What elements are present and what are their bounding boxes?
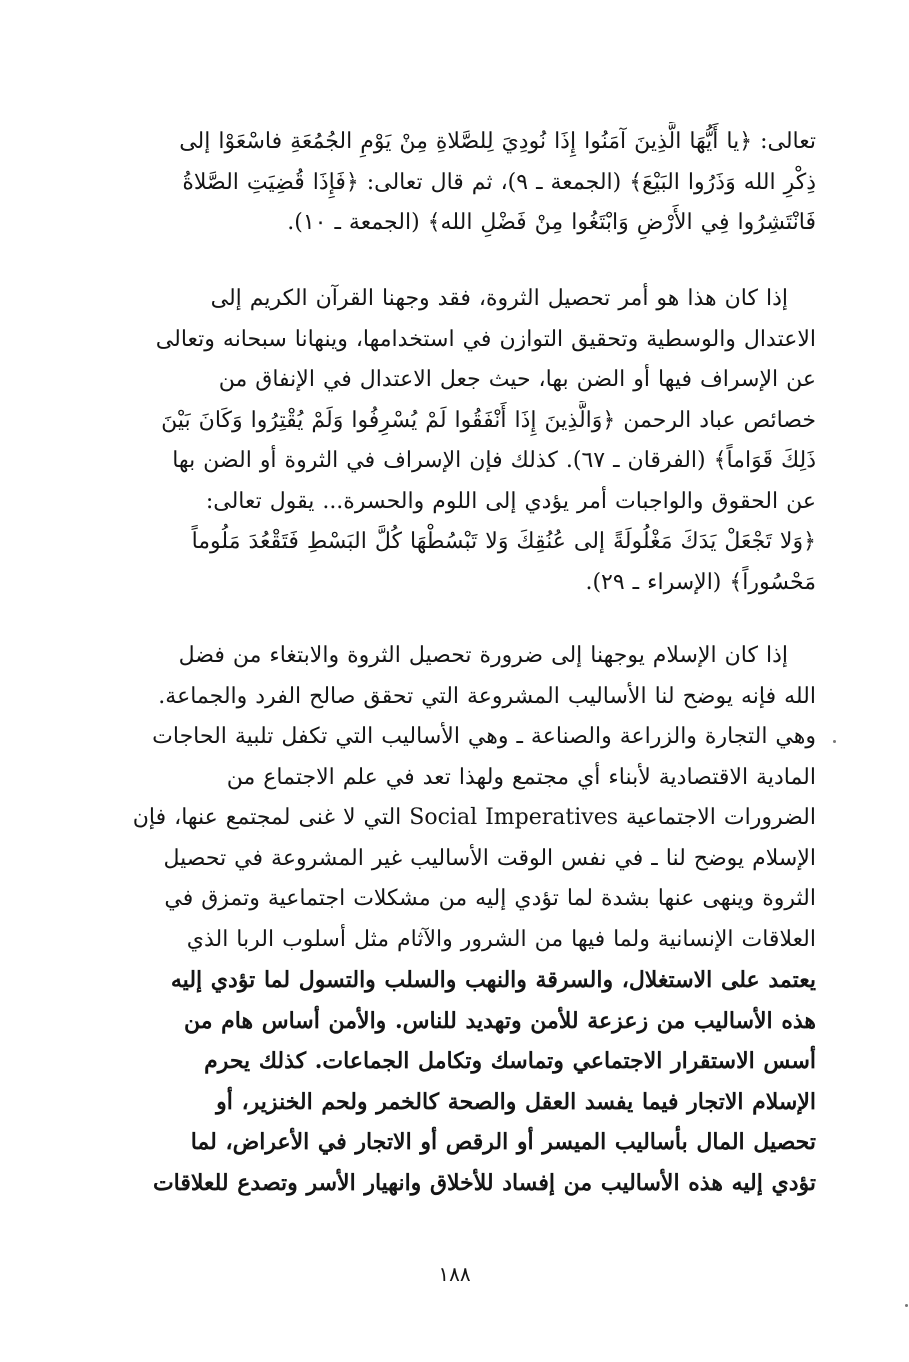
text-line: خصائص عباد الرحمن ﴿وَالَّذِينَ إِذَا أَنْفَقُوا لَمْ يُسْرِفُوا وَلَمْ يُقْتِرُوا وَكَانَ بَيْنَ xyxy=(161,407,816,433)
text-line: ﴿وَلا تَجْعَلْ يَدَكَ مَغْلُولَةً إلى عُنُقِكَ وَلا تَبْسُطْهَا كُلَّ البَسْطِ فَتَقْعُدَ مَلُوماً xyxy=(191,529,816,554)
text-line: تحصيل المال بأساليب الميسر أو الرقص أو الاتجار في الأعراض، لما xyxy=(190,1129,816,1155)
scan-speck xyxy=(905,1304,908,1307)
text-line: وهي التجارة والزراعة والصناعة ـ وهي الأساليب التي تكفل تلبية الحاجات xyxy=(152,724,816,749)
text-line: الاعتدال والوسطية وتحقيق التوازن في استخدامها، وينهانا سبحانه وتعالى xyxy=(155,326,816,352)
text-line: مَحْسُوراً﴾ (الإسراء ـ ٢٩). xyxy=(585,569,816,595)
text-line: أسس الاستقرار الاجتماعي وتماسك وتكامل الجماعات. كذلك يحرم xyxy=(204,1048,816,1074)
paragraph-moderation xyxy=(104,279,816,603)
text-line: الضرورات الاجتماعية Social Imperatives التي لا غنى لمجتمع عنها، فإن xyxy=(132,805,816,830)
text-line: الله فإنه يوضح لنا الأساليب المشروعة التي تحقق صالح الفرد والجماعة. xyxy=(158,683,816,709)
paragraph-lawful-means xyxy=(104,636,816,1203)
text-line: عن الحقوق والواجبات أمر يؤدي إلى اللوم والحسرة... يقول تعالى: xyxy=(205,488,816,514)
paragraph-quran-citation xyxy=(104,122,816,244)
text-line: الإسلام الاتجار فيما يفسد العقل والصحة كالخمر ولحم الخنزير، أو xyxy=(216,1088,816,1115)
text-line: عن الإسراف فيها أو الضن بها، حيث جعل الاعتدال في الإنفاق من xyxy=(218,367,816,392)
text-line: يعتمد على الاستغلال، والسرقة والنهب والسلب والتسول لما تؤدي إليه xyxy=(170,967,816,993)
text-line: المادية الاقتصادية لأبناء أي مجتمع ولهذا تعد في علم الاجتماع من xyxy=(226,764,816,790)
text-line: هذه الأساليب من زعزعة للأمن وتهديد للناس. والأمن أساس هام من xyxy=(183,1007,816,1034)
scan-speck xyxy=(833,740,836,743)
text-line: تؤدي إليه هذه الأساليب من إفساد للأخلاق وانهيار الأسر وتصدع للعلاقات xyxy=(152,1169,816,1196)
text-line: الثروة وينهى عنها بشدة لما تؤدي إليه من مشكلات اجتماعية وتمزق في xyxy=(164,886,816,911)
text-line: تعالى: ﴿يا أَيُّهَا الَّذِينَ آمَنُوا إِذَا نُودِيَ لِلصَّلاةِ مِنْ يَوْمِ الجُمُعَةِ فاسْعَوْا إلى xyxy=(179,129,816,154)
text-line: ذِكْرِ الله وَذَرُوا البَيْعَ﴾ (الجمعة ـ ٩)، ثم قال تعالى: ﴿فَإِذَا قُضِيَتِ الصَّلاةُ xyxy=(182,169,816,195)
page-number: ١٨٨ xyxy=(438,1262,471,1286)
text-line: العلاقات الإنسانية ولما فيها من الشرور والآثام مثل أسلوب الربا الذي xyxy=(186,926,816,952)
text-line: الإسلام يوضح لنا ـ في نفس الوقت الأساليب غير المشروعة في تحصيل xyxy=(163,845,816,871)
text-line: فَانْتَشِرُوا فِي الأَرْضِ وَابْتَغُوا مِنْ فَضْلِ الله﴾ (الجمعة ـ ١٠). xyxy=(287,210,816,235)
text-line: إذا كان هذا هو أمر تحصيل الثروة، فقد وجهنا القرآن الكريم إلى xyxy=(210,286,788,311)
text-line: إذا كان الإسلام يوجهنا إلى ضرورة تحصيل الثروة والابتغاء من فضل xyxy=(178,643,788,668)
text-line: ذَلِكَ قَوَاماً﴾ (الفرقان ـ ٦٧). كذلك فإن الإسراف في الثروة أو الضن بها xyxy=(172,448,816,473)
